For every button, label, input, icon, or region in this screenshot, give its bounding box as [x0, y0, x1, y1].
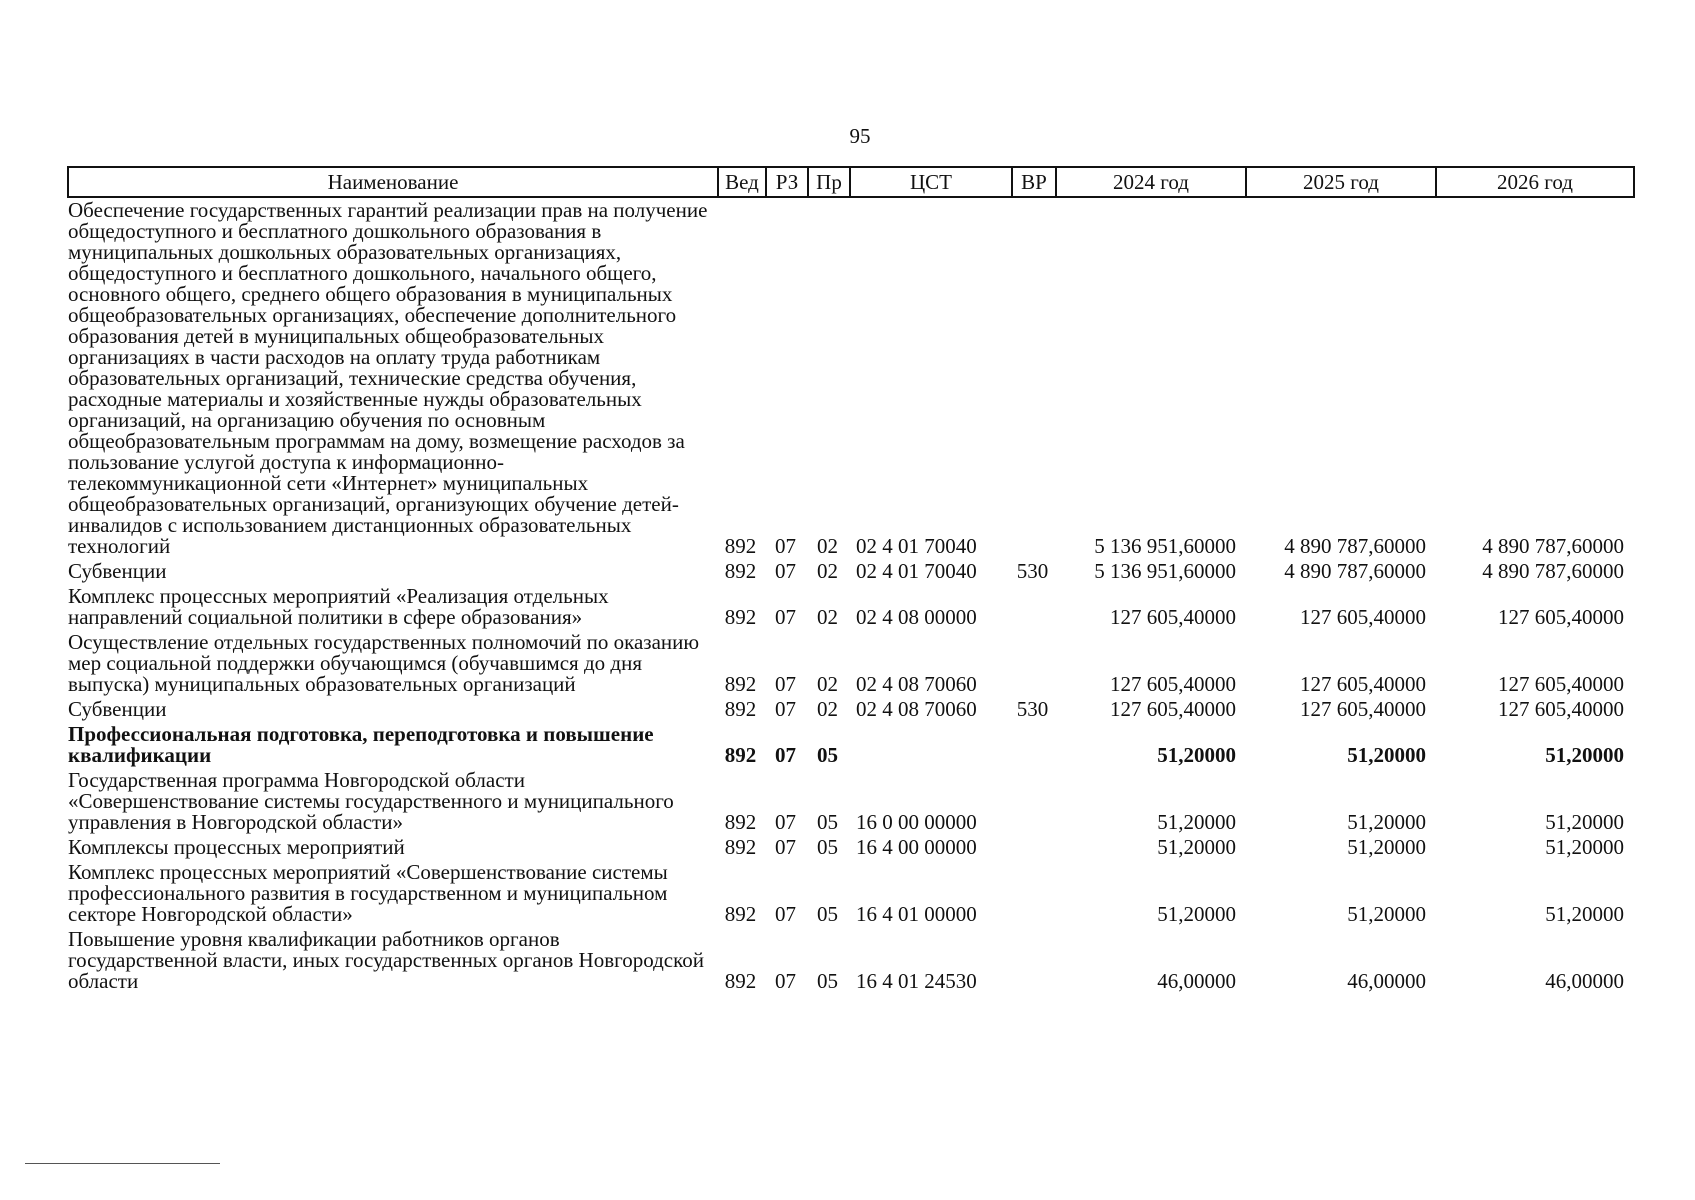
table-row — [68, 722, 1634, 768]
row-rz-cell: 07 — [775, 969, 796, 993]
row-pr-cell: 05 — [817, 902, 838, 926]
row-2025-cell: 127 605,40000 — [1300, 672, 1426, 696]
row-2025-cell: 127 605,40000 — [1300, 697, 1426, 721]
row-name-cell: Субвенции — [68, 697, 167, 721]
row-cst-cell: 16 0 00 00000 — [856, 810, 977, 834]
row-vr-cell — [1012, 768, 1056, 835]
row-2024-cell: 127 605,40000 — [1110, 672, 1236, 696]
row-name-cell: Комплексы процессных мероприятий — [68, 835, 405, 859]
row-name-cell: Комплекс процессных мероприятий «Реализация отдельных направлений социальной политики в сфере образования» — [68, 584, 609, 629]
row-2025-cell: 127 605,40000 — [1300, 605, 1426, 629]
row-2025-cell: 4 890 787,60000 — [1284, 559, 1426, 583]
row-ved-cell: 892 — [724, 559, 757, 583]
row-rz-cell: 07 — [775, 559, 796, 583]
row-2024-cell: 51,20000 — [1157, 810, 1236, 834]
table-row — [68, 697, 1634, 722]
row-ved-cell: 892 — [724, 672, 757, 696]
row-pr-cell: 05 — [817, 810, 838, 834]
row-2024-cell: 51,20000 — [1157, 902, 1236, 926]
table-row — [68, 835, 1634, 860]
row-vr-cell — [1012, 197, 1056, 559]
header-pr: Пр — [808, 167, 850, 197]
row-2025-cell: 51,20000 — [1347, 902, 1426, 926]
header-ved: Вед — [718, 167, 766, 197]
row-cst-cell: 02 4 01 70040 — [856, 534, 977, 558]
row-vr-cell — [1012, 584, 1056, 630]
row-name-cell: Повышение уровня квалификации работников органов государственной власти, иных государственных органов Новгородской области — [68, 927, 704, 993]
row-2024-cell: 46,00000 — [1157, 969, 1236, 993]
table-row — [68, 768, 1634, 835]
row-vr-cell — [1012, 722, 1056, 768]
row-pr-cell: 02 — [817, 559, 838, 583]
row-name-cell: Субвенции — [68, 559, 167, 583]
row-rz-cell: 07 — [775, 743, 796, 767]
row-pr-cell: 02 — [817, 697, 838, 721]
row-name-cell: Осуществление отдельных государственных полномочий по оказанию мер социальной поддержки обучающимся (обучавшимся до дня выпуска) муниципальных образовательных организаций — [68, 630, 700, 696]
row-pr-cell: 02 — [817, 672, 838, 696]
row-2026-cell: 51,20000 — [1545, 743, 1624, 767]
table-row — [68, 197, 1634, 559]
row-ved-cell: 892 — [724, 697, 757, 721]
row-2024-cell: 5 136 951,60000 — [1094, 534, 1236, 558]
row-cst-cell: 02 4 08 70060 — [856, 672, 977, 696]
table-row — [68, 927, 1634, 994]
row-vr-cell — [1012, 630, 1056, 697]
row-rz-cell: 07 — [775, 534, 796, 558]
row-vr-cell: 530 — [1016, 697, 1049, 721]
row-pr-cell: 05 — [817, 743, 838, 767]
header-2025: 2025 год — [1246, 167, 1436, 197]
footer-divider — [25, 1163, 220, 1164]
row-rz-cell: 07 — [775, 605, 796, 629]
row-2026-cell: 46,00000 — [1545, 969, 1624, 993]
table-row — [68, 559, 1634, 584]
table-header-row — [68, 167, 1634, 197]
row-name-cell: Государственная программа Новгородской области «Совершенствование системы государственного и муниципального управления в Новгородской области» — [68, 768, 674, 834]
header-rz: РЗ — [766, 167, 808, 197]
header-2026: 2026 год — [1436, 167, 1634, 197]
row-ved-cell: 892 — [724, 534, 757, 558]
row-cst-cell: 16 4 00 00000 — [856, 835, 977, 859]
row-name-cell: Комплекс процессных мероприятий «Совершенствование системы профессионального развития в государственном и муниципальном секторе Новгородской области» — [68, 860, 668, 926]
row-2026-cell: 4 890 787,60000 — [1482, 534, 1624, 558]
table-row — [68, 860, 1634, 927]
header-vr: ВР — [1012, 167, 1056, 197]
row-rz-cell: 07 — [775, 672, 796, 696]
table-body — [68, 197, 1634, 994]
row-ved-cell: 892 — [724, 902, 757, 926]
row-2025-cell: 4 890 787,60000 — [1284, 534, 1426, 558]
row-2026-cell: 51,20000 — [1545, 810, 1624, 834]
row-cst-cell: 16 4 01 24530 — [856, 969, 977, 993]
row-cst-cell: 02 4 01 70040 — [856, 559, 977, 583]
row-2026-cell: 127 605,40000 — [1498, 697, 1624, 721]
row-2025-cell: 46,00000 — [1347, 969, 1426, 993]
header-2024: 2024 год — [1056, 167, 1246, 197]
row-pr-cell: 05 — [817, 835, 838, 859]
table-row — [68, 584, 1634, 630]
row-2026-cell: 51,20000 — [1545, 902, 1624, 926]
budget-table — [67, 166, 1635, 994]
page-number: 95 — [849, 124, 871, 148]
row-rz-cell: 07 — [775, 902, 796, 926]
row-name-cell: Профессиональная подготовка, переподготовка и повышение квалификации — [68, 722, 654, 767]
row-pr-cell: 02 — [817, 605, 838, 629]
row-ved-cell: 892 — [724, 605, 757, 629]
row-2024-cell: 51,20000 — [1157, 835, 1236, 859]
row-cst-cell — [850, 722, 1012, 768]
row-2026-cell: 127 605,40000 — [1498, 605, 1624, 629]
row-2025-cell: 51,20000 — [1347, 835, 1426, 859]
row-vr-cell — [1012, 927, 1056, 994]
row-2024-cell: 51,20000 — [1157, 743, 1236, 767]
row-pr-cell: 02 — [817, 534, 838, 558]
row-2024-cell: 5 136 951,60000 — [1094, 559, 1236, 583]
row-name-cell: Обеспечение государственных гарантий реализации прав на получение общедоступного и бесплатного дошкольного образования в муниципальных дошкольных образовательных организациях, общедоступного и бесплатного дошкольного, начального общего, основного общего, среднего общего образования в муниципальных общеобразовательных организациях, обеспечение дополнительного образования детей в муниципальных общеобразовательных организациях в части расходов на оплату труда работникам образовательных организаций, технические средства обучения, расходные материалы и хозяйственные нужды образовательных организаций, на организацию обучения по основным общеобразовательным программам на дому, возмещение расходов за пользование услугой доступа к информационно-телекоммуникационной сети «Интернет» муниципальных общеобразовательных организаций, организующих обучение детей-инвалидов с использованием дистанционных образовательных технологий — [68, 198, 708, 558]
row-rz-cell: 07 — [775, 810, 796, 834]
table-row — [68, 630, 1634, 697]
row-2024-cell: 127 605,40000 — [1110, 605, 1236, 629]
row-vr-cell — [1012, 860, 1056, 927]
row-ved-cell: 892 — [724, 743, 757, 767]
row-2025-cell: 51,20000 — [1347, 743, 1426, 767]
row-ved-cell: 892 — [724, 969, 757, 993]
row-rz-cell: 07 — [775, 835, 796, 859]
row-cst-cell: 02 4 08 70060 — [856, 697, 977, 721]
row-vr-cell — [1012, 835, 1056, 860]
row-rz-cell: 07 — [775, 697, 796, 721]
row-2024-cell: 127 605,40000 — [1110, 697, 1236, 721]
header-cst: ЦСТ — [850, 167, 1012, 197]
row-2026-cell: 127 605,40000 — [1498, 672, 1624, 696]
row-2025-cell: 51,20000 — [1347, 810, 1426, 834]
row-cst-cell: 16 4 01 00000 — [856, 902, 977, 926]
row-vr-cell: 530 — [1016, 559, 1049, 583]
row-2026-cell: 51,20000 — [1545, 835, 1624, 859]
header-name: Наименование — [68, 167, 718, 197]
row-ved-cell: 892 — [724, 835, 757, 859]
row-cst-cell: 02 4 08 00000 — [856, 605, 977, 629]
row-2026-cell: 4 890 787,60000 — [1482, 559, 1624, 583]
row-ved-cell: 892 — [724, 810, 757, 834]
row-pr-cell: 05 — [817, 969, 838, 993]
